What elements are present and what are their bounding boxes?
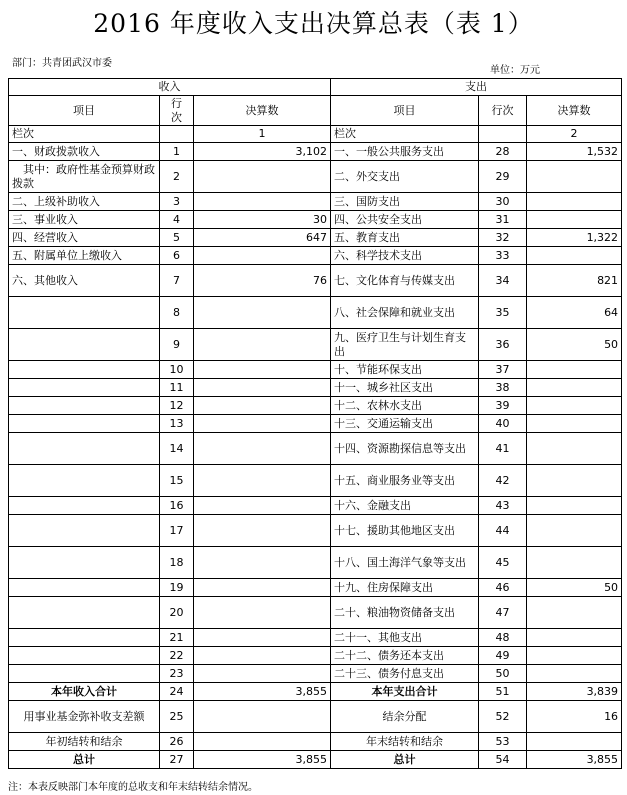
total-row [9,751,622,769]
income-item-cell [9,579,160,597]
expense-amount-cell: 64 [527,297,622,329]
expense-item-cell: 十、节能环保支出 [331,361,479,379]
income-amount-cell [194,247,331,265]
income-amount-cell [194,579,331,597]
table-row [9,161,622,193]
expense-item-cell: 四、公共安全支出 [331,211,479,229]
expense-line-cell: 30 [479,193,527,211]
expense-amount-cell: 50 [527,329,622,361]
income-amount-cell [194,665,331,683]
table-row [9,579,622,597]
expense-item-cell: 二、外交支出 [331,161,479,193]
expense-line-cell: 48 [479,629,527,647]
expense-item-header: 项目 [331,96,479,126]
income-amount-cell [194,733,331,751]
expense-amount-cell: 3,855 [527,751,622,769]
income-item-cell [9,597,160,629]
income-line-cell: 18 [160,547,194,579]
table-row [9,229,622,247]
expense-item-cell: 八、社会保障和就业支出 [331,297,479,329]
expense-line-header: 行次 [479,96,527,126]
income-amount-cell [194,161,331,193]
income-item-cell [9,629,160,647]
expense-line-cell: 54 [479,751,527,769]
expense-amount-cell [527,379,622,397]
expense-item-cell: 十九、住房保障支出 [331,579,479,597]
expense-item-cell: 二十二、债务还本支出 [331,647,479,665]
budget-summary-table [8,78,622,769]
income-line-cell: 27 [160,751,194,769]
income-line-cell: 20 [160,597,194,629]
table-row [9,361,622,379]
expense-item-cell: 十六、金融支出 [331,497,479,515]
expense-line-cell: 50 [479,665,527,683]
income-item-cell: 一、财政拨款收入 [9,143,160,161]
income-item-header: 项目 [9,96,160,126]
table-row [9,193,622,211]
income-item-cell [9,329,160,361]
expense-amount-cell [527,733,622,751]
expense-line-cell: 31 [479,211,527,229]
income-amount-cell: 3,855 [194,751,331,769]
expense-amount-cell: 16 [527,701,622,733]
expense-line-cell: 49 [479,647,527,665]
table-row [9,465,622,497]
expense-line-cell: 43 [479,497,527,515]
expense-amount-cell [527,647,622,665]
expense-item-cell: 总计 [331,751,479,769]
expense-amount-cell [527,547,622,579]
income-amount-cell: 30 [194,211,331,229]
income-item-cell: 其中：政府性基金预算财政拨款 [9,161,160,193]
expense-line-cell: 42 [479,465,527,497]
table-row [9,297,622,329]
expense-amount-cell: 1,322 [527,229,622,247]
column-header-row [9,96,622,126]
expense-item-cell: 十五、商业服务业等支出 [331,465,479,497]
expense-amount-cell [527,211,622,229]
income-amount-cell [194,497,331,515]
income-item-cell [9,515,160,547]
income-amount-cell [194,329,331,361]
expense-item-cell: 十一、城乡社区支出 [331,379,479,397]
expense-line-cell: 47 [479,597,527,629]
income-amount-cell [194,397,331,415]
column-number-label: 栏次 [331,126,479,143]
income-amount-cell [194,465,331,497]
income-amount-cell [194,701,331,733]
income-item-cell: 六、其他收入 [9,265,160,297]
income-amount-cell [194,547,331,579]
income-amount-cell [194,379,331,397]
expense-amount-cell [527,665,622,683]
expense-item-cell: 十四、资源勘探信息等支出 [331,433,479,465]
expense-amount-cell [527,629,622,647]
expense-amount-cell [527,597,622,629]
expense-item-cell: 年末结转和结余 [331,733,479,751]
expense-item-cell: 十二、农林水支出 [331,397,479,415]
income-line-cell: 15 [160,465,194,497]
expense-item-cell: 九、医疗卫生与计划生育支出 [331,329,479,361]
expense-item-cell: 三、国防支出 [331,193,479,211]
expense-line-cell: 32 [479,229,527,247]
expense-amount-cell [527,397,622,415]
group-header-row [9,79,622,96]
income-item-cell: 本年收入合计 [9,683,160,701]
expense-amount-cell: 50 [527,579,622,597]
income-line-cell: 11 [160,379,194,397]
income-line-cell: 10 [160,361,194,379]
expense-item-cell: 七、文化体育与传媒支出 [331,265,479,297]
table-row [9,247,622,265]
income-item-cell [9,665,160,683]
expense-line-cell: 51 [479,683,527,701]
total-row [9,701,622,733]
expense-line-cell: 36 [479,329,527,361]
table-row [9,433,622,465]
expense-line-cell: 34 [479,265,527,297]
income-amount-cell [194,193,331,211]
income-item-cell [9,397,160,415]
page-title: 2016 年度收入支出决算总表（表 1） [93,9,534,38]
expense-item-cell: 十八、国土海洋气象等支出 [331,547,479,579]
income-line-cell: 16 [160,497,194,515]
income-amount-cell [194,647,331,665]
income-amount-cell [194,597,331,629]
income-amount-cell: 3,855 [194,683,331,701]
expense-item-cell: 二十一、其他支出 [331,629,479,647]
table-row [9,379,622,397]
expense-line-cell: 41 [479,433,527,465]
income-amount-cell [194,629,331,647]
expense-amount-cell: 3,839 [527,683,622,701]
table-row [9,597,622,629]
income-line-cell: 4 [160,211,194,229]
income-line-cell: 2 [160,161,194,193]
expense-amount-cell [527,497,622,515]
income-item-cell [9,297,160,329]
income-item-cell [9,497,160,515]
column-number-label: 栏次 [9,126,160,143]
income-item-cell [9,433,160,465]
income-line-cell: 21 [160,629,194,647]
income-item-cell: 五、附属单位上缴收入 [9,247,160,265]
expense-item-cell: 本年支出合计 [331,683,479,701]
income-line-cell: 5 [160,229,194,247]
expense-amount-cell [527,465,622,497]
table-row [9,415,622,433]
expense-item-cell: 五、教育支出 [331,229,479,247]
expense-line-cell: 53 [479,733,527,751]
income-item-cell [9,361,160,379]
income-line-cell: 14 [160,433,194,465]
expense-item-cell: 十七、援助其他地区支出 [331,515,479,547]
expense-amount-cell [527,515,622,547]
income-amount-cell [194,361,331,379]
table-row [9,397,622,415]
income-amount-header: 决算数 [194,96,331,126]
expense-amount-cell [527,247,622,265]
expense-line-cell: 44 [479,515,527,547]
table-row [9,211,622,229]
expense-item-cell: 二十、粮油物资储备支出 [331,597,479,629]
income-amount-cell: 76 [194,265,331,297]
table-row [9,647,622,665]
expense-line-cell: 46 [479,579,527,597]
expense-line-cell: 52 [479,701,527,733]
income-item-cell [9,547,160,579]
total-row [9,733,622,751]
income-line-cell: 22 [160,647,194,665]
unit-label: 单位：万元 [490,65,540,76]
income-line-cell: 13 [160,415,194,433]
expense-line-cell: 39 [479,397,527,415]
income-line-cell: 26 [160,733,194,751]
table-row [9,329,622,361]
income-item-cell: 年初结转和结余 [9,733,160,751]
income-item-cell: 四、经营收入 [9,229,160,247]
income-line-cell: 3 [160,193,194,211]
income-line-cell: 17 [160,515,194,547]
income-line-header: 行 次 [160,96,194,126]
income-group-header: 收入 [9,79,331,96]
expense-item-cell: 一、一般公共服务支出 [331,143,479,161]
expense-item-cell: 结余分配 [331,701,479,733]
income-item-cell: 总计 [9,751,160,769]
income-line-cell: 7 [160,265,194,297]
total-row [9,683,622,701]
income-item-cell: 三、事业收入 [9,211,160,229]
expense-line-cell: 38 [479,379,527,397]
income-line-cell: 24 [160,683,194,701]
income-line-cell: 25 [160,701,194,733]
income-item-cell: 用事业基金弥补收支差额 [9,701,160,733]
table-row [9,265,622,297]
table-row [9,629,622,647]
expense-line-cell: 28 [479,143,527,161]
table-row [9,497,622,515]
expense-column-number: 2 [527,126,622,143]
expense-line-cell: 40 [479,415,527,433]
expense-amount-cell: 821 [527,265,622,297]
expense-amount-cell [527,415,622,433]
expense-amount-header: 决算数 [527,96,622,126]
table-row [9,143,622,161]
expense-group-header: 支出 [331,79,622,96]
income-line-cell: 6 [160,247,194,265]
table-row [9,515,622,547]
income-item-cell [9,415,160,433]
income-item-cell: 二、上级补助收入 [9,193,160,211]
expense-line-cell: 37 [479,361,527,379]
expense-amount-cell: 1,532 [527,143,622,161]
income-line-cell: 8 [160,297,194,329]
income-item-cell [9,379,160,397]
income-line-cell: 23 [160,665,194,683]
column-number-empty [479,126,527,143]
income-amount-cell: 647 [194,229,331,247]
expense-item-cell: 二十三、债务付息支出 [331,665,479,683]
income-amount-cell: 3,102 [194,143,331,161]
expense-line-cell: 35 [479,297,527,329]
expense-item-cell: 六、科学技术支出 [331,247,479,265]
expense-item-cell: 十三、交通运输支出 [331,415,479,433]
income-line-cell: 1 [160,143,194,161]
footnote: 注：本表反映部门本年度的总收支和年末结转结余情况。 [8,782,258,793]
expense-amount-cell [527,161,622,193]
table-row [9,665,622,683]
expense-line-cell: 29 [479,161,527,193]
expense-amount-cell [527,433,622,465]
income-amount-cell [194,415,331,433]
income-line-cell: 9 [160,329,194,361]
income-line-cell: 19 [160,579,194,597]
income-column-number: 1 [194,126,331,143]
expense-amount-cell [527,193,622,211]
expense-line-cell: 45 [479,547,527,579]
column-number-row [9,126,622,143]
expense-line-cell: 33 [479,247,527,265]
table-row [9,547,622,579]
expense-amount-cell [527,361,622,379]
income-amount-cell [194,297,331,329]
column-number-empty [160,126,194,143]
income-amount-cell [194,515,331,547]
income-amount-cell [194,433,331,465]
income-line-cell: 12 [160,397,194,415]
department-label: 部门：共青团武汉市委 [12,58,112,69]
income-item-cell [9,647,160,665]
income-item-cell [9,465,160,497]
